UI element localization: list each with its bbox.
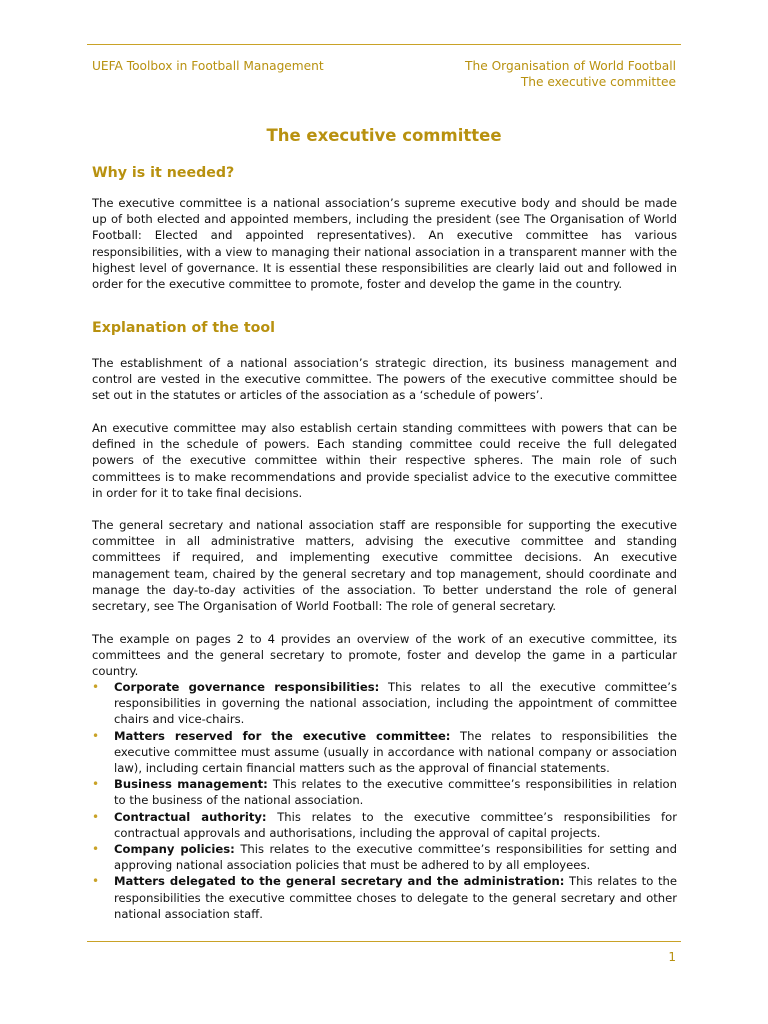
paragraph-2: An executive committee may also establish certain standing committees with powers that can be defined in the schedule of powers. Each standing committee could receive the full delegated powers of the executive committee within their respective spheres. The main role of such committees is to make recommendations and provide specialist advice to the executive committee in order for it to take final decisions.: [92, 421, 677, 500]
bullet-term: Matters delegated to the general secretary and the administration:: [114, 874, 565, 889]
paragraph-why: The executive committee is a national association’s supreme executive body and should be made up of both elected and appointed members, including the president (see The Organisation of World Football: Elected and appointed representatives). An executive committee has various responsibilities, with a view to managing their national association in a transparent manner with the highest level of governance. It is essential these responsibilities are clearly laid out and followed in order for the executive committee to promote, foster and develop the game in the country.: [92, 196, 677, 292]
page-number: 1: [668, 950, 676, 964]
list-item: [92, 728, 677, 777]
paragraph-3: The general secretary and national association staff are responsible for supporting the executive committee in all administrative matters, advising the executive committee and standing committees if required, and implementing executive committee decisions. An executive management team, chaired by the general secretary and top management, should coordinate and manage the day-to-day activities of the association. To better understand the role of general secretary, see The Organisation of World Football: The role of general secretary.: [92, 518, 677, 614]
list-item: [92, 873, 677, 922]
footer-rule: [87, 941, 681, 942]
bullet-term: Business management:: [114, 777, 268, 792]
section-heading-explanation: Explanation of the tool: [92, 320, 275, 336]
bullet-icon: •: [92, 680, 100, 694]
bullet-term: Contractual authority:: [114, 809, 267, 824]
header-right-line1: The Organisation of World Football: [465, 59, 676, 73]
list-item: [92, 776, 677, 808]
bullet-text: This relates to the executive committee’s responsibilities in relation to the business of the national association.: [114, 777, 677, 808]
bullet-text: The relates to responsibilities the executive committee must assume (usually in accordance with national company or association law), including certain financial matters such as the approval of financial statements.: [114, 728, 677, 776]
bullet-icon: •: [92, 777, 100, 792]
bullet-term: Company policies:: [114, 842, 235, 857]
list-item: [92, 679, 677, 728]
bullet-text: This relates to the executive committee’s responsibilities for setting and approving national association policies that must be adhered to by all employees.: [114, 842, 678, 873]
header-rule: [87, 44, 681, 45]
bullet-text: This relates to all the executive committee’s responsibilities in governing the national association, including the appointment of committee chairs and vice-chairs.: [114, 680, 677, 727]
bullet-icon: •: [92, 842, 100, 857]
bullet-text: This relates to the responsibilities the executive committee choses to delegate to the general secretary and other national association staff.: [114, 874, 677, 921]
bullet-icon: •: [92, 874, 100, 889]
bullet-text: This relates to the executive committee’s responsibilities for contractual approvals and authorisations, including the approval of capital projects.: [114, 809, 677, 840]
page-title: The executive committee: [266, 126, 502, 145]
list-item: [92, 841, 677, 873]
paragraph-4: The example on pages 2 to 4 provides an overview of the work of an executive committee, its committees and the general secretary to promote, foster and develop the game in a particular country.: [92, 632, 677, 679]
header-right: [465, 58, 676, 90]
section-heading-why: Why is it needed?: [92, 165, 235, 181]
paragraph-1: The establishment of a national association’s strategic direction, its business management and control are vested in the executive committee. The powers of the executive committee should be set out in the statutes or articles of the association as a ‘schedule of powers’.: [92, 356, 677, 403]
bullet-icon: •: [92, 809, 100, 824]
bullet-term: Matters reserved for the executive committee:: [114, 728, 451, 743]
bullet-term: Corporate governance responsibilities:: [114, 680, 380, 694]
header-left: UEFA Toolbox in Football Management: [92, 59, 324, 73]
list-item: [92, 809, 677, 841]
header-right-line2: The executive committee: [520, 75, 676, 89]
responsibilities-list: [92, 679, 677, 922]
bullet-icon: •: [92, 728, 100, 743]
